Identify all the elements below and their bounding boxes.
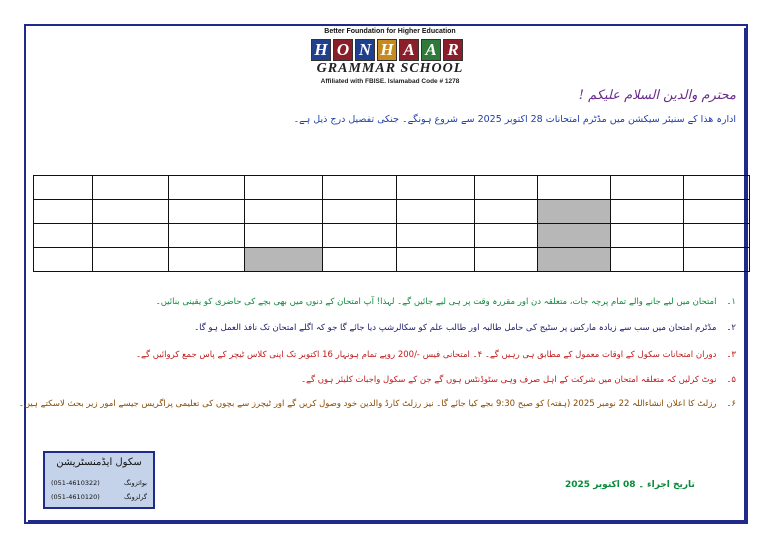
school-name: GRAMMAR SCHOOL bbox=[316, 61, 464, 76]
table-cell bbox=[34, 200, 93, 224]
note-item bbox=[136, 349, 736, 360]
table-cell bbox=[538, 224, 611, 248]
table-cell bbox=[323, 224, 397, 248]
contact-label: بوائزونگ bbox=[123, 479, 147, 487]
contact-phone: (051-4610322) bbox=[51, 479, 100, 487]
table-cell bbox=[245, 248, 323, 272]
note-text: دوران امتحانات سکول کے اوقات معمول کے مطابق ہی رہیں گے۔ ۴۔ امتحانی فیس -/200 روپے تمام ہونہار 16 اکتوبر تک اپنی کلاس ٹیچر کے پاس جمع کروائیں گے۔ bbox=[136, 350, 717, 360]
note-number: ۳۔ bbox=[726, 350, 736, 360]
table-cell bbox=[475, 224, 538, 248]
school-tagline: Better Foundation for Higher Education bbox=[324, 28, 456, 35]
table-cell bbox=[34, 224, 93, 248]
table-cell bbox=[684, 224, 750, 248]
table-cell bbox=[397, 176, 475, 200]
table-cell bbox=[34, 176, 93, 200]
frame-shadow-bottom bbox=[28, 520, 748, 524]
frame-shadow-right bbox=[744, 28, 748, 524]
note-number: ۲۔ bbox=[726, 323, 736, 333]
note-item bbox=[156, 296, 736, 307]
table-row bbox=[34, 200, 750, 224]
table-cell bbox=[169, 248, 245, 272]
table-cell bbox=[245, 200, 323, 224]
table-cell bbox=[538, 248, 611, 272]
note-item bbox=[194, 322, 736, 333]
table-cell bbox=[323, 176, 397, 200]
table-cell bbox=[397, 200, 475, 224]
logo-letter: O bbox=[333, 39, 353, 61]
table-cell bbox=[611, 224, 684, 248]
table-cell bbox=[93, 200, 169, 224]
table-cell bbox=[169, 200, 245, 224]
note-text: نوٹ کرلیں کہ متعلقہ امتحان میں شرکت کے اہل صرف وہی سٹوڈنٹس ہوں گے جن کے سکول واجبات کلیئر ہوں گے۔ bbox=[301, 375, 717, 385]
table-cell bbox=[684, 248, 750, 272]
table-cell bbox=[93, 248, 169, 272]
contact-line-girls bbox=[51, 493, 147, 501]
note-number: ۱۔ bbox=[726, 297, 736, 307]
table-cell bbox=[397, 248, 475, 272]
note-item bbox=[19, 398, 736, 409]
table-cell bbox=[611, 176, 684, 200]
school-logo bbox=[311, 39, 463, 61]
logo-letter: R bbox=[443, 39, 463, 61]
table-cell bbox=[475, 176, 538, 200]
table-cell bbox=[93, 176, 169, 200]
note-number: ۶۔ bbox=[726, 399, 736, 409]
issue-date: تاریخ اجراء ۔ 08 اکتوبر 2025 bbox=[565, 480, 695, 490]
affiliation-line: Affiliated with FBISE. Islamabad Code # 1278 bbox=[320, 78, 460, 85]
note-text: رزلٹ کا اعلان انشاءاللہ 22 نومبر 2025 (ہفتہ) کو صبح 9:30 بجے کیا جائے گا۔ نیز رزلٹ کارڈ والدین خود وصول کریں گے اور ٹیچرز سے بچوں کی تعلیمی پراگریس جیسے امور زیر بحث لاسکتے ہیں۔ bbox=[18, 399, 717, 409]
note-text: مڈٹرم امتحان میں سب سے زیادہ مارکس پر سٹیج کی حامل طالبہ اور طالب علم کو سکالرشپ دیا جائے گا جو کہ اگلے امتحان تک نافذ العمل ہو گا۔ bbox=[194, 323, 717, 333]
contact-box bbox=[43, 451, 155, 509]
table-cell bbox=[611, 248, 684, 272]
table-cell bbox=[34, 248, 93, 272]
contact-phone: (051-4610120) bbox=[51, 493, 100, 501]
logo-letter: H bbox=[311, 39, 331, 61]
table-cell bbox=[475, 200, 538, 224]
table-row bbox=[34, 248, 750, 272]
table-cell bbox=[245, 176, 323, 200]
table-cell bbox=[538, 200, 611, 224]
table-row bbox=[34, 224, 750, 248]
table-row bbox=[34, 176, 750, 200]
contact-line-boys bbox=[51, 479, 147, 487]
schedule-table bbox=[33, 175, 750, 272]
table-cell bbox=[169, 176, 245, 200]
table-cell bbox=[538, 176, 611, 200]
salutation: محترم والدین السلام علیکم ! bbox=[578, 88, 736, 103]
table-cell bbox=[397, 224, 475, 248]
table-cell bbox=[323, 248, 397, 272]
note-item bbox=[301, 374, 736, 385]
contact-label: گرلزونگ bbox=[123, 493, 147, 501]
logo-letter: H bbox=[377, 39, 397, 61]
logo-letter: A bbox=[421, 39, 441, 61]
logo-letter: A bbox=[399, 39, 419, 61]
table-cell bbox=[93, 224, 169, 248]
table-cell bbox=[323, 200, 397, 224]
table-cell bbox=[611, 200, 684, 224]
note-number: ۵۔ bbox=[726, 375, 736, 385]
table-cell bbox=[475, 248, 538, 272]
table-cell bbox=[169, 224, 245, 248]
contact-title: سکول ایڈمنسٹریشن bbox=[56, 457, 142, 468]
note-text: امتحان میں لیے جانے والے تمام پرچہ جات، متعلقہ دن اور مقررہ وقت پر ہی لیے جائیں گے۔ لہذا! آپ امتحان کے دنوں میں بھی بچے کی حاضری کو یقینی بنائیں۔ bbox=[155, 297, 717, 307]
table-cell bbox=[684, 176, 750, 200]
intro-text: ادارہ ھذا کے سنیئر سیکشن میں مڈٹرم امتحانات 28 اکتوبر 2025 سے شروع ہونگے۔ جنکی تفصیل درج ذیل ہے۔ bbox=[293, 114, 736, 125]
table-cell bbox=[684, 200, 750, 224]
logo-letter: N bbox=[355, 39, 375, 61]
table-cell bbox=[245, 224, 323, 248]
